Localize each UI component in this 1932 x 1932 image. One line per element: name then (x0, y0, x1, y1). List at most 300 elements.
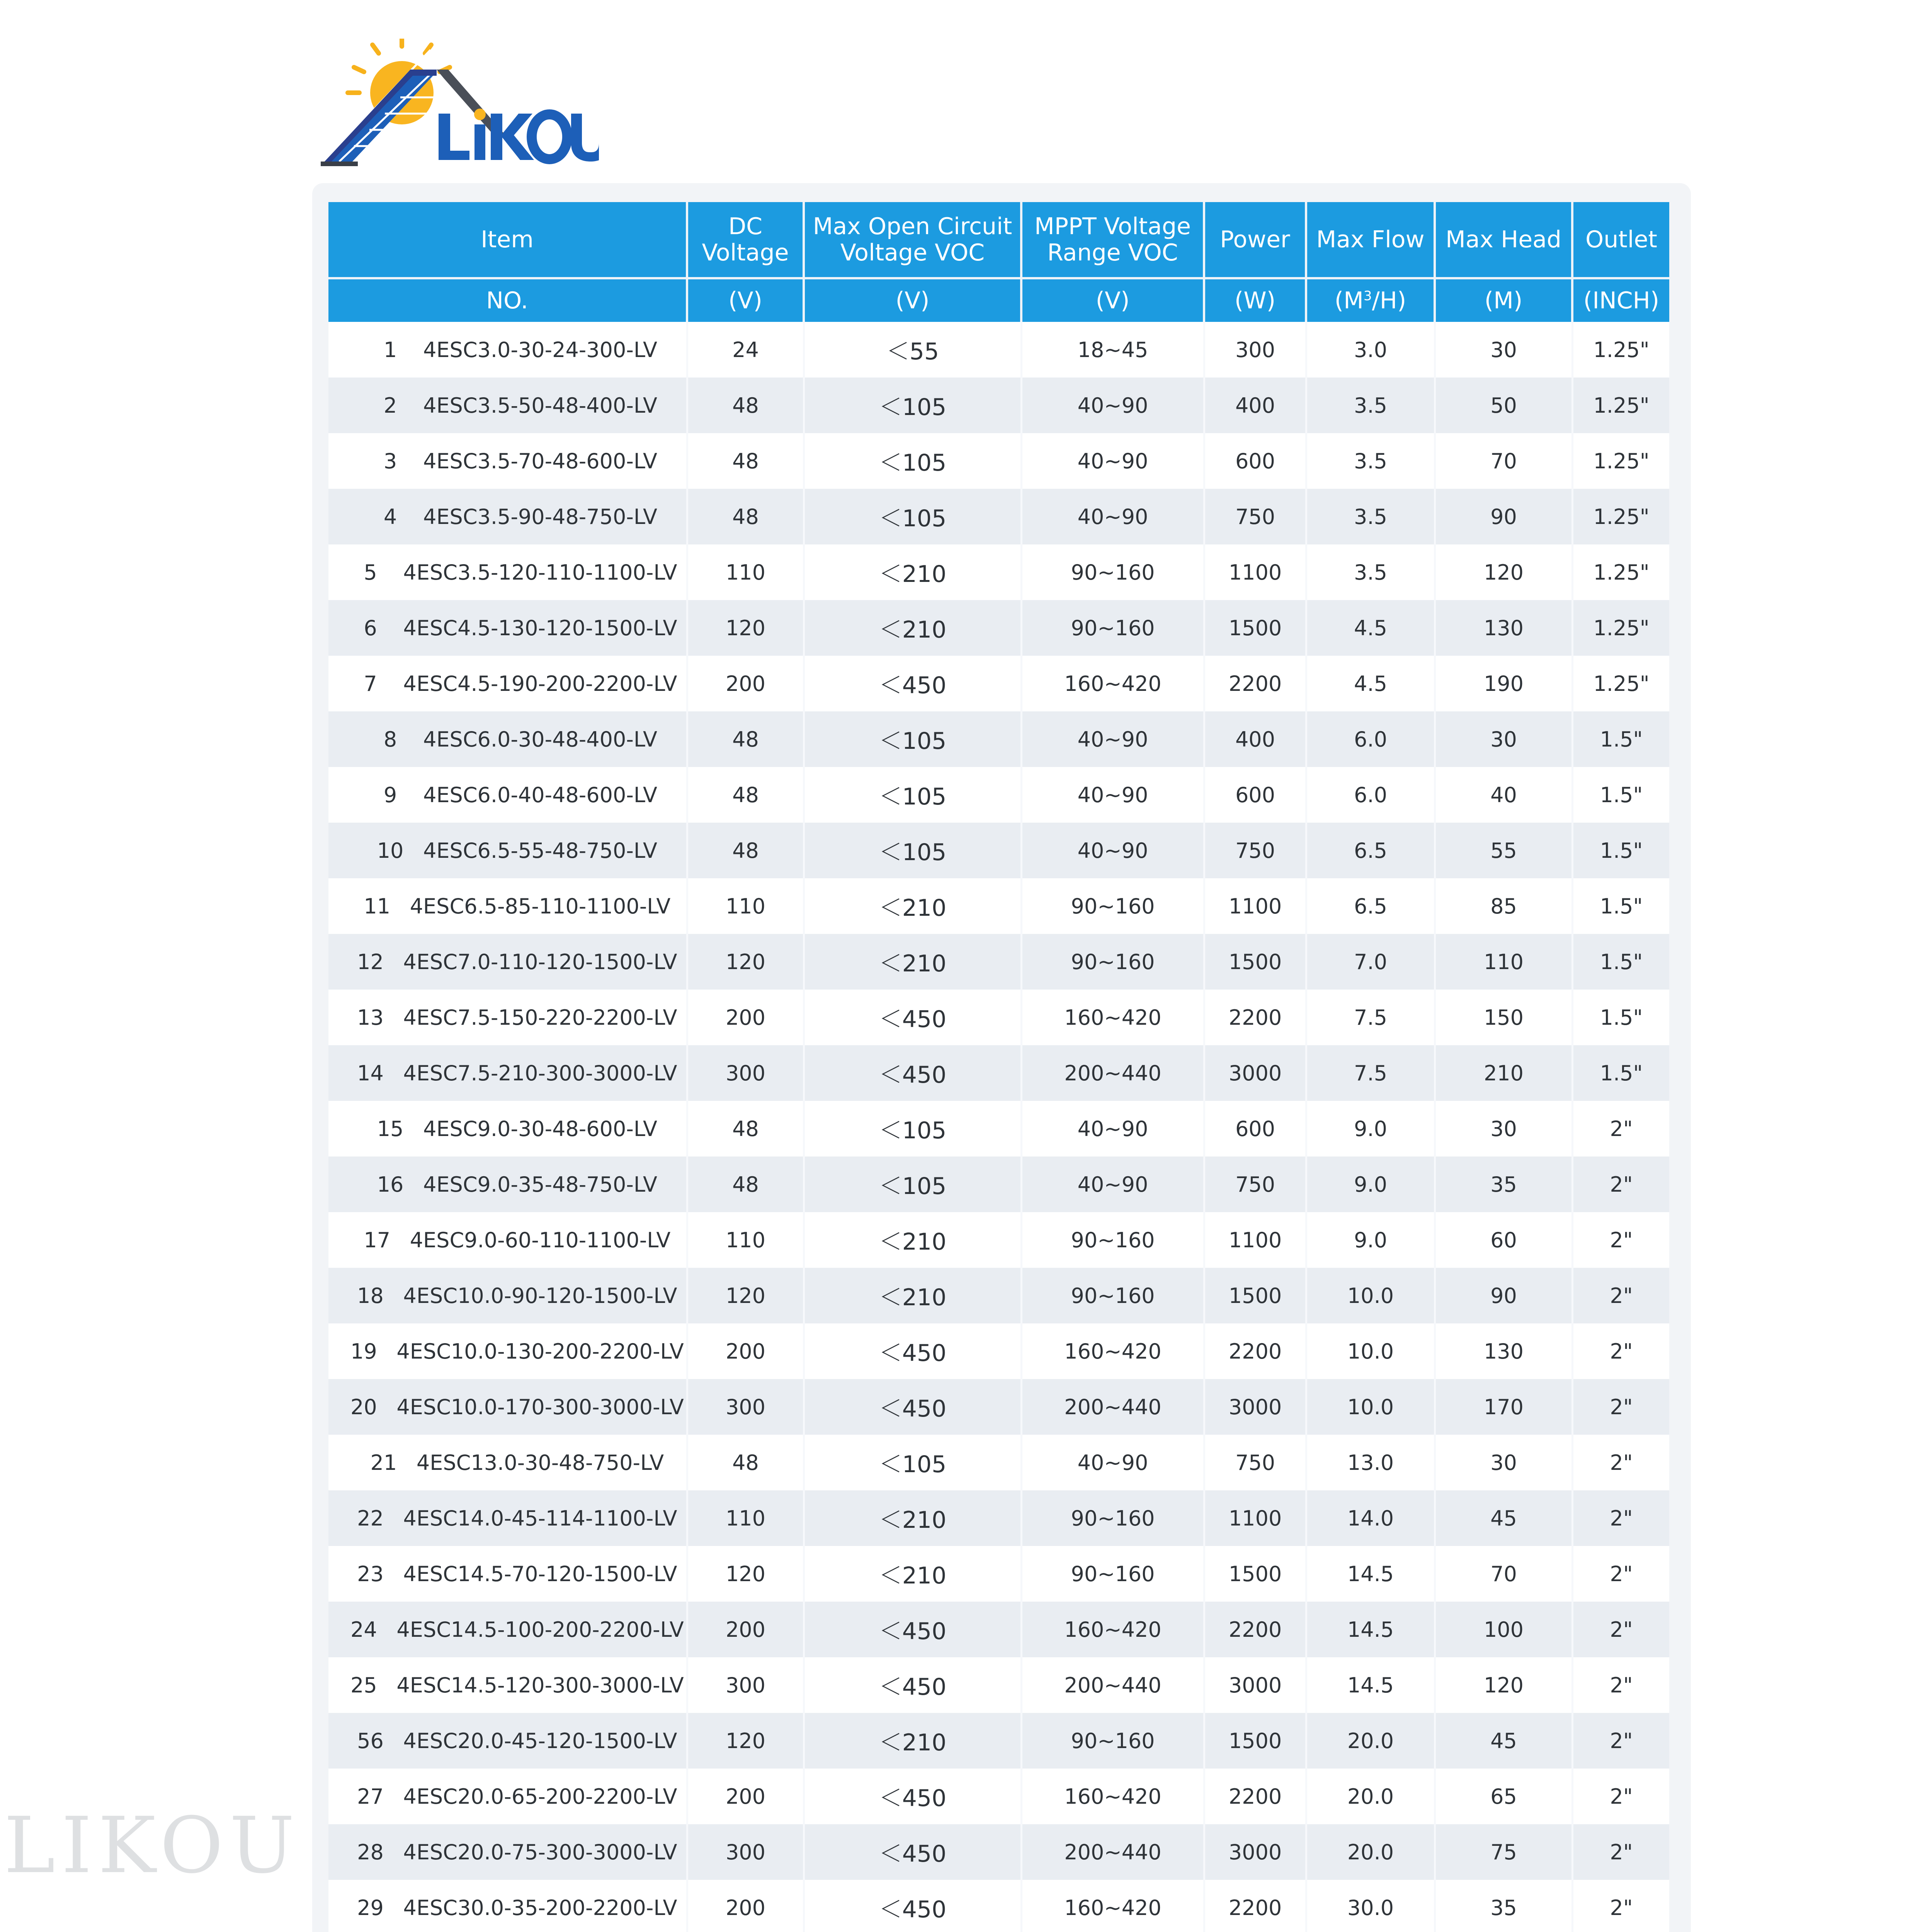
row-number: 17 (364, 1228, 391, 1252)
cell-max-head: 45 (1436, 1713, 1573, 1769)
cell-power: 1100 (1205, 544, 1307, 600)
cell-outlet: 1.25" (1573, 544, 1669, 600)
cell-outlet: 2" (1573, 1212, 1669, 1268)
cell-item (328, 1212, 688, 1268)
cell-dc-voltage: 120 (688, 934, 805, 990)
brand-watermark: LIKOU (4, 1801, 301, 1891)
cell-mppt: 160~420 (1022, 1323, 1205, 1379)
cell-outlet: 1.25" (1573, 433, 1669, 489)
cell-max-open-circuit: ＜210 (805, 934, 1022, 990)
unit-mppt: (V) (1022, 279, 1205, 322)
cell-dc-voltage: 300 (688, 1657, 805, 1713)
cell-outlet: 1.25" (1573, 600, 1669, 656)
model-number: 4ESC3.5-50-48-400-LV (423, 393, 657, 418)
cell-max-flow: 30.0 (1307, 1880, 1436, 1932)
cell-power: 750 (1205, 823, 1307, 878)
cell-max-open-circuit: ＜450 (805, 990, 1022, 1045)
cell-item (328, 1657, 688, 1713)
cell-max-open-circuit: ＜105 (805, 433, 1022, 489)
cell-max-flow: 3.5 (1307, 544, 1436, 600)
cell-max-head: 30 (1436, 711, 1573, 767)
cell-item (328, 1880, 688, 1932)
brand-logo (321, 39, 599, 170)
cell-max-open-circuit: ＜450 (805, 1379, 1022, 1435)
cell-power: 600 (1205, 1101, 1307, 1156)
cell-power: 1100 (1205, 1212, 1307, 1268)
cell-mppt: 40~90 (1022, 433, 1205, 489)
cell-item (328, 378, 688, 433)
cell-mppt: 18~45 (1022, 322, 1205, 378)
cell-item (328, 1490, 688, 1546)
cell-outlet: 1.25" (1573, 322, 1669, 378)
cell-max-open-circuit: ＜210 (805, 878, 1022, 934)
cell-item (328, 823, 688, 878)
cell-power: 600 (1205, 767, 1307, 823)
row-number: 20 (350, 1395, 377, 1419)
cell-dc-voltage: 300 (688, 1824, 805, 1880)
cell-outlet: 2" (1573, 1602, 1669, 1657)
cell-max-head: 35 (1436, 1880, 1573, 1932)
cell-dc-voltage: 110 (688, 1212, 805, 1268)
cell-dc-voltage: 120 (688, 600, 805, 656)
table-row (328, 1045, 1669, 1101)
cell-power: 1500 (1205, 1268, 1307, 1323)
cell-max-flow: 6.5 (1307, 823, 1436, 878)
cell-dc-voltage: 48 (688, 1156, 805, 1212)
cell-power: 1500 (1205, 934, 1307, 990)
cell-dc-voltage: 48 (688, 1435, 805, 1490)
cell-max-flow: 4.5 (1307, 600, 1436, 656)
model-number: 4ESC6.0-40-48-600-LV (423, 782, 657, 807)
cell-mppt: 200~440 (1022, 1657, 1205, 1713)
cell-max-head: 35 (1436, 1156, 1573, 1212)
cell-power: 750 (1205, 1435, 1307, 1490)
cell-outlet: 2" (1573, 1546, 1669, 1602)
header-dc-voltage: DC Voltage (688, 202, 805, 279)
cell-max-head: 100 (1436, 1602, 1573, 1657)
table-row (328, 489, 1669, 544)
cell-mppt: 90~160 (1022, 1546, 1205, 1602)
cell-max-open-circuit: ＜210 (805, 544, 1022, 600)
model-number: 4ESC3.5-70-48-600-LV (423, 449, 657, 473)
cell-dc-voltage: 48 (688, 823, 805, 878)
cell-power: 2200 (1205, 1323, 1307, 1379)
table-row (328, 823, 1669, 878)
model-number: 4ESC20.0-45-120-1500-LV (403, 1728, 677, 1753)
header-mppt: MPPT Voltage Range VOC (1022, 202, 1205, 279)
table-row (328, 1268, 1669, 1323)
cell-dc-voltage: 200 (688, 1323, 805, 1379)
spec-table (328, 202, 1669, 1932)
cell-item (328, 767, 688, 823)
cell-item (328, 322, 688, 378)
row-number: 8 (383, 727, 397, 752)
cell-mppt: 40~90 (1022, 711, 1205, 767)
cell-power: 750 (1205, 489, 1307, 544)
cell-max-flow: 14.5 (1307, 1602, 1436, 1657)
cell-item (328, 990, 688, 1045)
cell-max-head: 30 (1436, 1101, 1573, 1156)
table-row (328, 1880, 1669, 1932)
row-number: 12 (357, 949, 384, 974)
cell-power: 3000 (1205, 1045, 1307, 1101)
table-row (328, 1713, 1669, 1769)
cell-outlet: 2" (1573, 1268, 1669, 1323)
cell-dc-voltage: 200 (688, 1880, 805, 1932)
cell-outlet: 1.5" (1573, 711, 1669, 767)
cell-item (328, 489, 688, 544)
cell-dc-voltage: 48 (688, 711, 805, 767)
cell-mppt: 90~160 (1022, 1212, 1205, 1268)
row-number: 24 (350, 1617, 377, 1642)
cell-max-head: 65 (1436, 1769, 1573, 1824)
cell-mppt: 200~440 (1022, 1045, 1205, 1101)
cell-mppt: 90~160 (1022, 1713, 1205, 1769)
cell-dc-voltage: 110 (688, 1490, 805, 1546)
cell-mppt: 40~90 (1022, 1435, 1205, 1490)
header-max-head: Max Head (1436, 202, 1573, 279)
table-row (328, 1379, 1669, 1435)
cell-power: 2200 (1205, 1880, 1307, 1932)
cell-mppt: 160~420 (1022, 990, 1205, 1045)
model-number: 4ESC6.5-55-48-750-LV (423, 838, 657, 863)
cell-max-open-circuit: ＜105 (805, 1101, 1022, 1156)
cell-max-open-circuit: ＜105 (805, 767, 1022, 823)
table-row (328, 1435, 1669, 1490)
cell-max-head: 90 (1436, 1268, 1573, 1323)
cell-power: 1500 (1205, 1713, 1307, 1769)
model-number: 4ESC7.0-110-120-1500-LV (403, 949, 677, 974)
table-row (328, 1323, 1669, 1379)
cell-dc-voltage: 300 (688, 1045, 805, 1101)
row-number: 25 (350, 1673, 377, 1697)
cell-max-head: 50 (1436, 378, 1573, 433)
cell-max-open-circuit: ＜105 (805, 489, 1022, 544)
row-number: 9 (383, 782, 397, 807)
model-number: 4ESC3.5-90-48-750-LV (423, 504, 657, 529)
cell-item (328, 1323, 688, 1379)
cell-max-flow: 14.5 (1307, 1657, 1436, 1713)
cell-max-open-circuit: ＜210 (805, 1212, 1022, 1268)
cell-dc-voltage: 200 (688, 1769, 805, 1824)
cell-item (328, 1824, 688, 1880)
cell-dc-voltage: 110 (688, 878, 805, 934)
row-number: 28 (357, 1840, 384, 1864)
cell-max-flow: 10.0 (1307, 1268, 1436, 1323)
cell-max-flow: 20.0 (1307, 1824, 1436, 1880)
cell-max-flow: 3.5 (1307, 489, 1436, 544)
cell-max-flow: 9.0 (1307, 1156, 1436, 1212)
cell-mppt: 90~160 (1022, 600, 1205, 656)
table-row (328, 1657, 1669, 1713)
cell-outlet: 2" (1573, 1824, 1669, 1880)
cell-max-flow: 3.5 (1307, 433, 1436, 489)
cell-outlet: 2" (1573, 1101, 1669, 1156)
cell-max-open-circuit: ＜105 (805, 711, 1022, 767)
cell-outlet: 2" (1573, 1435, 1669, 1490)
model-number: 4ESC10.0-90-120-1500-LV (403, 1283, 677, 1308)
row-number: 27 (357, 1784, 384, 1809)
cell-max-flow: 3.5 (1307, 378, 1436, 433)
cell-max-head: 40 (1436, 767, 1573, 823)
row-number: 1 (383, 337, 397, 362)
cell-item (328, 1379, 688, 1435)
row-number: 14 (357, 1061, 384, 1085)
cell-max-open-circuit: ＜450 (805, 1769, 1022, 1824)
cell-outlet: 2" (1573, 1713, 1669, 1769)
model-number: 4ESC6.0-30-48-400-LV (423, 727, 657, 752)
cell-max-open-circuit: ＜105 (805, 1156, 1022, 1212)
cell-outlet: 2" (1573, 1156, 1669, 1212)
cell-dc-voltage: 300 (688, 1379, 805, 1435)
cell-power: 2200 (1205, 1769, 1307, 1824)
cell-mppt: 200~440 (1022, 1824, 1205, 1880)
cell-max-open-circuit: ＜450 (805, 1045, 1022, 1101)
model-number: 4ESC9.0-30-48-600-LV (423, 1116, 657, 1141)
table-row (328, 544, 1669, 600)
cell-dc-voltage: 48 (688, 433, 805, 489)
cell-outlet: 2" (1573, 1490, 1669, 1546)
model-number: 4ESC9.0-60-110-1100-LV (410, 1228, 671, 1252)
model-number: 4ESC14.0-45-114-1100-LV (403, 1506, 677, 1531)
cell-dc-voltage: 24 (688, 322, 805, 378)
cell-max-open-circuit: ＜210 (805, 600, 1022, 656)
cell-outlet: 2" (1573, 1769, 1669, 1824)
cell-dc-voltage: 120 (688, 1268, 805, 1323)
row-number: 6 (364, 616, 377, 640)
cell-max-open-circuit: ＜105 (805, 378, 1022, 433)
cell-item (328, 878, 688, 934)
header-row-units (328, 279, 1669, 322)
row-number: 7 (364, 671, 377, 696)
cell-outlet: 2" (1573, 1657, 1669, 1713)
cell-max-head: 55 (1436, 823, 1573, 878)
cell-max-flow: 4.5 (1307, 656, 1436, 711)
cell-max-flow: 7.5 (1307, 1045, 1436, 1101)
model-number: 4ESC30.0-35-200-2200-LV (403, 1895, 677, 1920)
cell-outlet: 1.5" (1573, 878, 1669, 934)
table-row (328, 767, 1669, 823)
cell-item (328, 1435, 688, 1490)
table-row (328, 1101, 1669, 1156)
header-max-flow: Max Flow (1307, 202, 1436, 279)
row-number: 18 (357, 1283, 384, 1308)
unit-max-flow: $(M^3/H)$ (1307, 279, 1436, 322)
cell-max-open-circuit: ＜210 (805, 1490, 1022, 1546)
cell-mppt: 90~160 (1022, 934, 1205, 990)
cell-outlet: 2" (1573, 1379, 1669, 1435)
cell-max-flow: 20.0 (1307, 1769, 1436, 1824)
cell-max-open-circuit: ＜450 (805, 1657, 1022, 1713)
cell-max-head: 190 (1436, 656, 1573, 711)
unit-no: NO. (328, 279, 688, 322)
cell-max-flow: 20.0 (1307, 1713, 1436, 1769)
cell-outlet: 2" (1573, 1323, 1669, 1379)
cell-outlet: 1.25" (1573, 378, 1669, 433)
table-row (328, 1546, 1669, 1602)
cell-max-flow: 13.0 (1307, 1435, 1436, 1490)
unit-dc-voltage: (V) (688, 279, 805, 322)
cell-mppt: 90~160 (1022, 1490, 1205, 1546)
cell-max-head: 150 (1436, 990, 1573, 1045)
cell-max-flow: 7.0 (1307, 934, 1436, 990)
cell-max-open-circuit: ＜105 (805, 823, 1022, 878)
cell-max-flow: 7.5 (1307, 990, 1436, 1045)
cell-outlet: 1.5" (1573, 823, 1669, 878)
cell-power: 3000 (1205, 1824, 1307, 1880)
cell-mppt: 40~90 (1022, 823, 1205, 878)
cell-mppt: 160~420 (1022, 656, 1205, 711)
cell-max-flow: 14.5 (1307, 1546, 1436, 1602)
cell-max-open-circuit: ＜450 (805, 1880, 1022, 1932)
cell-max-head: 75 (1436, 1824, 1573, 1880)
row-number: 21 (370, 1450, 397, 1475)
cell-item (328, 934, 688, 990)
model-number: 4ESC3.0-30-24-300-LV (423, 337, 657, 362)
cell-max-flow: 10.0 (1307, 1323, 1436, 1379)
header-max-open-circuit: Max Open Circuit Voltage VOC (805, 202, 1022, 279)
cell-power: 750 (1205, 1156, 1307, 1212)
cell-power: 600 (1205, 433, 1307, 489)
table-row (328, 1156, 1669, 1212)
cell-dc-voltage: 48 (688, 378, 805, 433)
cell-dc-voltage: 120 (688, 1713, 805, 1769)
cell-power: 400 (1205, 711, 1307, 767)
cell-max-open-circuit: ＜55 (805, 322, 1022, 378)
cell-power: 2200 (1205, 1602, 1307, 1657)
model-number: 4ESC14.5-120-300-3000-LV (396, 1673, 684, 1697)
model-number: 4ESC3.5-120-110-1100-LV (403, 560, 677, 585)
cell-outlet: 1.5" (1573, 1045, 1669, 1101)
model-number: 4ESC10.0-130-200-2200-LV (396, 1339, 684, 1364)
cell-max-open-circuit: ＜450 (805, 1602, 1022, 1657)
cell-outlet: 2" (1573, 1880, 1669, 1932)
cell-item (328, 1101, 688, 1156)
cell-power: 1100 (1205, 1490, 1307, 1546)
row-number: 10 (377, 838, 404, 863)
cell-max-head: 60 (1436, 1212, 1573, 1268)
model-number: 4ESC9.0-35-48-750-LV (423, 1172, 657, 1197)
cell-max-flow: 6.0 (1307, 711, 1436, 767)
row-number: 19 (350, 1339, 377, 1364)
cell-item (328, 1769, 688, 1824)
model-number: 4ESC7.5-210-300-3000-LV (403, 1061, 677, 1085)
cell-outlet: 1.5" (1573, 934, 1669, 990)
cell-power: 400 (1205, 378, 1307, 433)
cell-item (328, 1268, 688, 1323)
cell-power: 2200 (1205, 656, 1307, 711)
unit-power: (W) (1205, 279, 1307, 322)
cell-dc-voltage: 110 (688, 544, 805, 600)
cell-mppt: 40~90 (1022, 489, 1205, 544)
model-number: 4ESC20.0-75-300-3000-LV (403, 1840, 677, 1864)
cell-mppt: 40~90 (1022, 767, 1205, 823)
cell-max-open-circuit: ＜450 (805, 1824, 1022, 1880)
cell-max-open-circuit: ＜105 (805, 1435, 1022, 1490)
header-row-titles (328, 202, 1669, 279)
cell-max-flow: 6.0 (1307, 767, 1436, 823)
cell-mppt: 40~90 (1022, 1156, 1205, 1212)
row-number: 11 (364, 894, 391, 918)
cell-item (328, 1546, 688, 1602)
table-row (328, 322, 1669, 378)
row-number: 15 (377, 1116, 404, 1141)
cell-max-flow: 14.0 (1307, 1490, 1436, 1546)
cell-max-open-circuit: ＜450 (805, 656, 1022, 711)
spec-table-body (328, 322, 1669, 1932)
cell-max-open-circuit: ＜450 (805, 1323, 1022, 1379)
cell-max-head: 170 (1436, 1379, 1573, 1435)
cell-max-open-circuit: ＜210 (805, 1713, 1022, 1769)
model-number: 4ESC14.5-70-120-1500-LV (403, 1561, 677, 1586)
table-row (328, 1490, 1669, 1546)
cell-max-flow: 9.0 (1307, 1101, 1436, 1156)
row-number: 22 (357, 1506, 384, 1531)
cell-item (328, 433, 688, 489)
table-row (328, 878, 1669, 934)
cell-power: 1500 (1205, 600, 1307, 656)
table-row (328, 1602, 1669, 1657)
cell-max-head: 90 (1436, 489, 1573, 544)
cell-max-head: 210 (1436, 1045, 1573, 1101)
model-number: 4ESC14.5-100-200-2200-LV (396, 1617, 684, 1642)
model-number: 4ESC4.5-190-200-2200-LV (403, 671, 677, 696)
cell-outlet: 1.5" (1573, 767, 1669, 823)
cell-max-head: 85 (1436, 878, 1573, 934)
header-item: Item (328, 202, 688, 279)
cell-mppt: 200~440 (1022, 1379, 1205, 1435)
cell-item (328, 1602, 688, 1657)
cell-max-head: 30 (1436, 1435, 1573, 1490)
table-row (328, 1824, 1669, 1880)
cell-power: 1500 (1205, 1546, 1307, 1602)
cell-dc-voltage: 48 (688, 489, 805, 544)
row-number: 5 (364, 560, 377, 585)
row-number: 3 (383, 449, 397, 473)
cell-dc-voltage: 48 (688, 1101, 805, 1156)
cell-dc-voltage: 200 (688, 1602, 805, 1657)
cell-power: 300 (1205, 322, 1307, 378)
model-number: 4ESC13.0-30-48-750-LV (416, 1450, 664, 1475)
cell-max-flow: 10.0 (1307, 1379, 1436, 1435)
cell-mppt: 40~90 (1022, 378, 1205, 433)
table-row (328, 934, 1669, 990)
header-outlet: Outlet (1573, 202, 1669, 279)
cell-max-head: 30 (1436, 322, 1573, 378)
cell-max-flow: 9.0 (1307, 1212, 1436, 1268)
table-row (328, 1212, 1669, 1268)
table-row (328, 711, 1669, 767)
cell-mppt: 40~90 (1022, 1101, 1205, 1156)
cell-dc-voltage: 200 (688, 656, 805, 711)
header-power: Power (1205, 202, 1307, 279)
cell-item (328, 1713, 688, 1769)
cell-item (328, 656, 688, 711)
table-row (328, 378, 1669, 433)
row-number: 13 (357, 1005, 384, 1030)
table-row (328, 1769, 1669, 1824)
cell-item (328, 544, 688, 600)
model-number: 4ESC20.0-65-200-2200-LV (403, 1784, 677, 1809)
cell-max-open-circuit: ＜210 (805, 1546, 1022, 1602)
cell-max-head: 120 (1436, 1657, 1573, 1713)
cell-item (328, 600, 688, 656)
cell-outlet: 1.25" (1573, 656, 1669, 711)
table-row (328, 990, 1669, 1045)
unit-max-open-circuit: (V) (805, 279, 1022, 322)
row-number: 56 (357, 1728, 384, 1753)
cell-outlet: 1.5" (1573, 990, 1669, 1045)
